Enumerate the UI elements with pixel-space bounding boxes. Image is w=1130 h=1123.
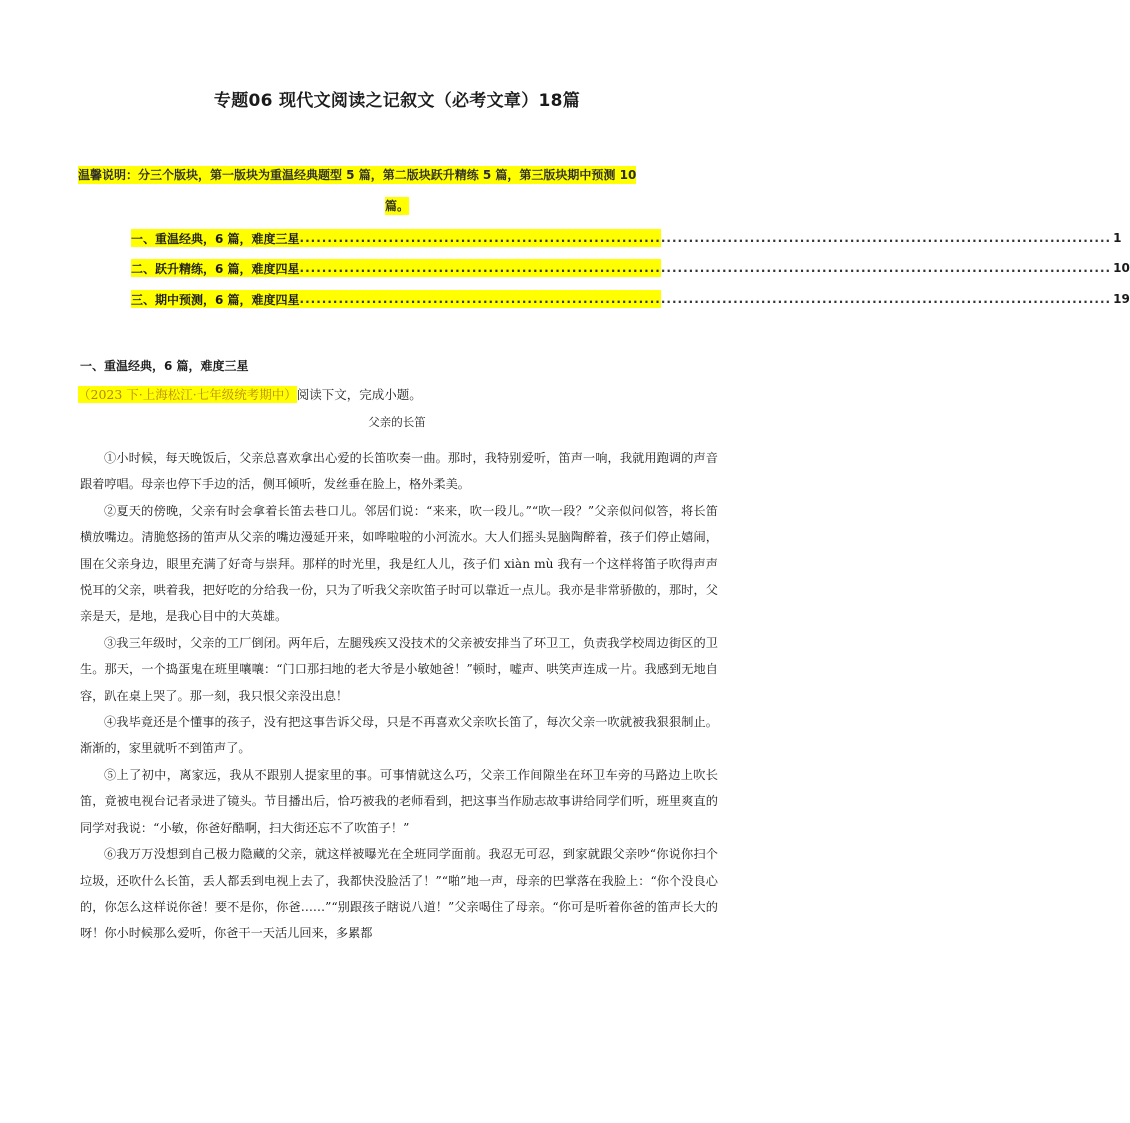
- toc-entry-3[interactable]: [131, 290, 1130, 308]
- essay-body: [80, 445, 718, 947]
- toc-label: 一、重温经典，6 篇，难度三星: [131, 231, 300, 246]
- note-line-2: [0, 197, 794, 214]
- toc-page-number: 19: [1113, 292, 1130, 306]
- paragraph-3: ③我三年级时，父亲的工厂倒闭。两年后，左腿残疾又没技术的父亲被安排当了环卫工，负责我学校周边街区的卫生。那天，一个捣蛋鬼在班里嚷嚷：“门口那扫地的老大爷是小敏她爸！”顿时，嘘声、哄笑声连成一片。我感到无地自容，趴在桌上哭了。那一刻，我只恨父亲没出息！: [80, 635, 718, 703]
- toc-page-number: 10: [1113, 261, 1130, 275]
- note-text-1: 温馨说明：分三个版块，第一版块为重温经典题型 5 篇，第二版块跃升精练 5 篇，第三版块期中预测 10: [78, 168, 637, 182]
- paragraph-2: ②夏天的傍晚，父亲有时会拿着长笛去巷口儿。邻居们说：“来来，吹一段儿。”“吹一段？”父亲似问似答，将长笛横放嘴边。清脆悠扬的笛声从父亲的嘴边漫延开来，如哗啦啦的小河流水。大人们摇头晃脑陶醉着，孩子们停止嬉闹，围在父亲身边，眼里充满了好奇与崇拜。那样的时光里，我是红人儿，孩子们 xiàn mù 我有一个这样将笛子吹得声声悦耳的父亲，哄着我，把好吃的分给我一份，只为了听我父亲吹笛子时可以靠近一点儿。我亦是非常骄傲的，那时，父亲是天，是地，是我心目中的大英雄。: [80, 503, 718, 624]
- toc-entry-1[interactable]: [131, 229, 1122, 247]
- paragraph-1: ①小时候，每天晚饭后，父亲总喜欢拿出心爱的长笛吹奏一曲。那时，我特别爱听，笛声一响，我就用跑调的声音跟着哼唱。母亲也停下手边的活，侧耳倾听，发丝垂在脸上，格外柔美。: [80, 451, 718, 492]
- question-source-line: [78, 385, 422, 403]
- toc-leader-dots: ..................................................................................................................................................: [299, 292, 1112, 306]
- paragraph-6: ⑥我万万没想到自己极力隐藏的父亲，就这样被曝光在全班同学面前。我忍无可忍，到家就跟父亲吵“你说你扫个垃圾，还吹什么长笛，丢人都丢到电视上去了，我都快没脸活了！”“啪”地一声，母亲的巴掌落在我脸上：“你个没良心的，你怎么这样说你爸！要不是你，你爸……”“别跟孩子瞎说八道！”父亲喝住了母亲。“你可是听着你爸的笛声长大的呀！你小时候那么爱听，你爸干一天活儿回来，多累都: [80, 847, 718, 941]
- toc-label: 三、期中预测，6 篇，难度四星: [131, 292, 300, 307]
- note-text-2: 篇。: [384, 199, 409, 213]
- toc-leader-dots: ..................................................................................................................................................: [299, 261, 1112, 275]
- question-instruction: 阅读下文，完成小题。: [296, 387, 422, 402]
- question-source: （2023 下·上海松江·七年级统考期中）: [78, 387, 297, 402]
- toc-leader-dots: ..................................................................................................................................................: [299, 231, 1112, 245]
- section-heading: 一、重温经典，6 篇，难度三星: [80, 359, 249, 373]
- note-line-1: [78, 166, 718, 183]
- essay-title: 父亲的长笛: [368, 415, 426, 429]
- toc-entry-2[interactable]: [131, 259, 1130, 277]
- toc-label: 二、跃升精练，6 篇，难度四星: [131, 261, 300, 276]
- toc-page-number: 1: [1113, 231, 1122, 245]
- page-title: 专题06 现代文阅读之记叙文（必考文章）18篇: [213, 91, 581, 111]
- paragraph-5: ⑤上了初中，离家远，我从不跟别人提家里的事。可事情就这么巧，父亲工作间隙坐在环卫车旁的马路边上吹长笛，竟被电视台记者录进了镜头。节目播出后，恰巧被我的老师看到，把这事当作励志故事讲给同学们听，班里爽直的同学对我说：“小敏，你爸好酷啊，扫大街还忘不了吹笛子！”: [80, 767, 718, 835]
- paragraph-4: ④我毕竟还是个懂事的孩子，没有把这事告诉父母，只是不再喜欢父亲吹长笛了，每次父亲一吹就被我狠狠制止。渐渐的，家里就听不到笛声了。: [80, 715, 718, 756]
